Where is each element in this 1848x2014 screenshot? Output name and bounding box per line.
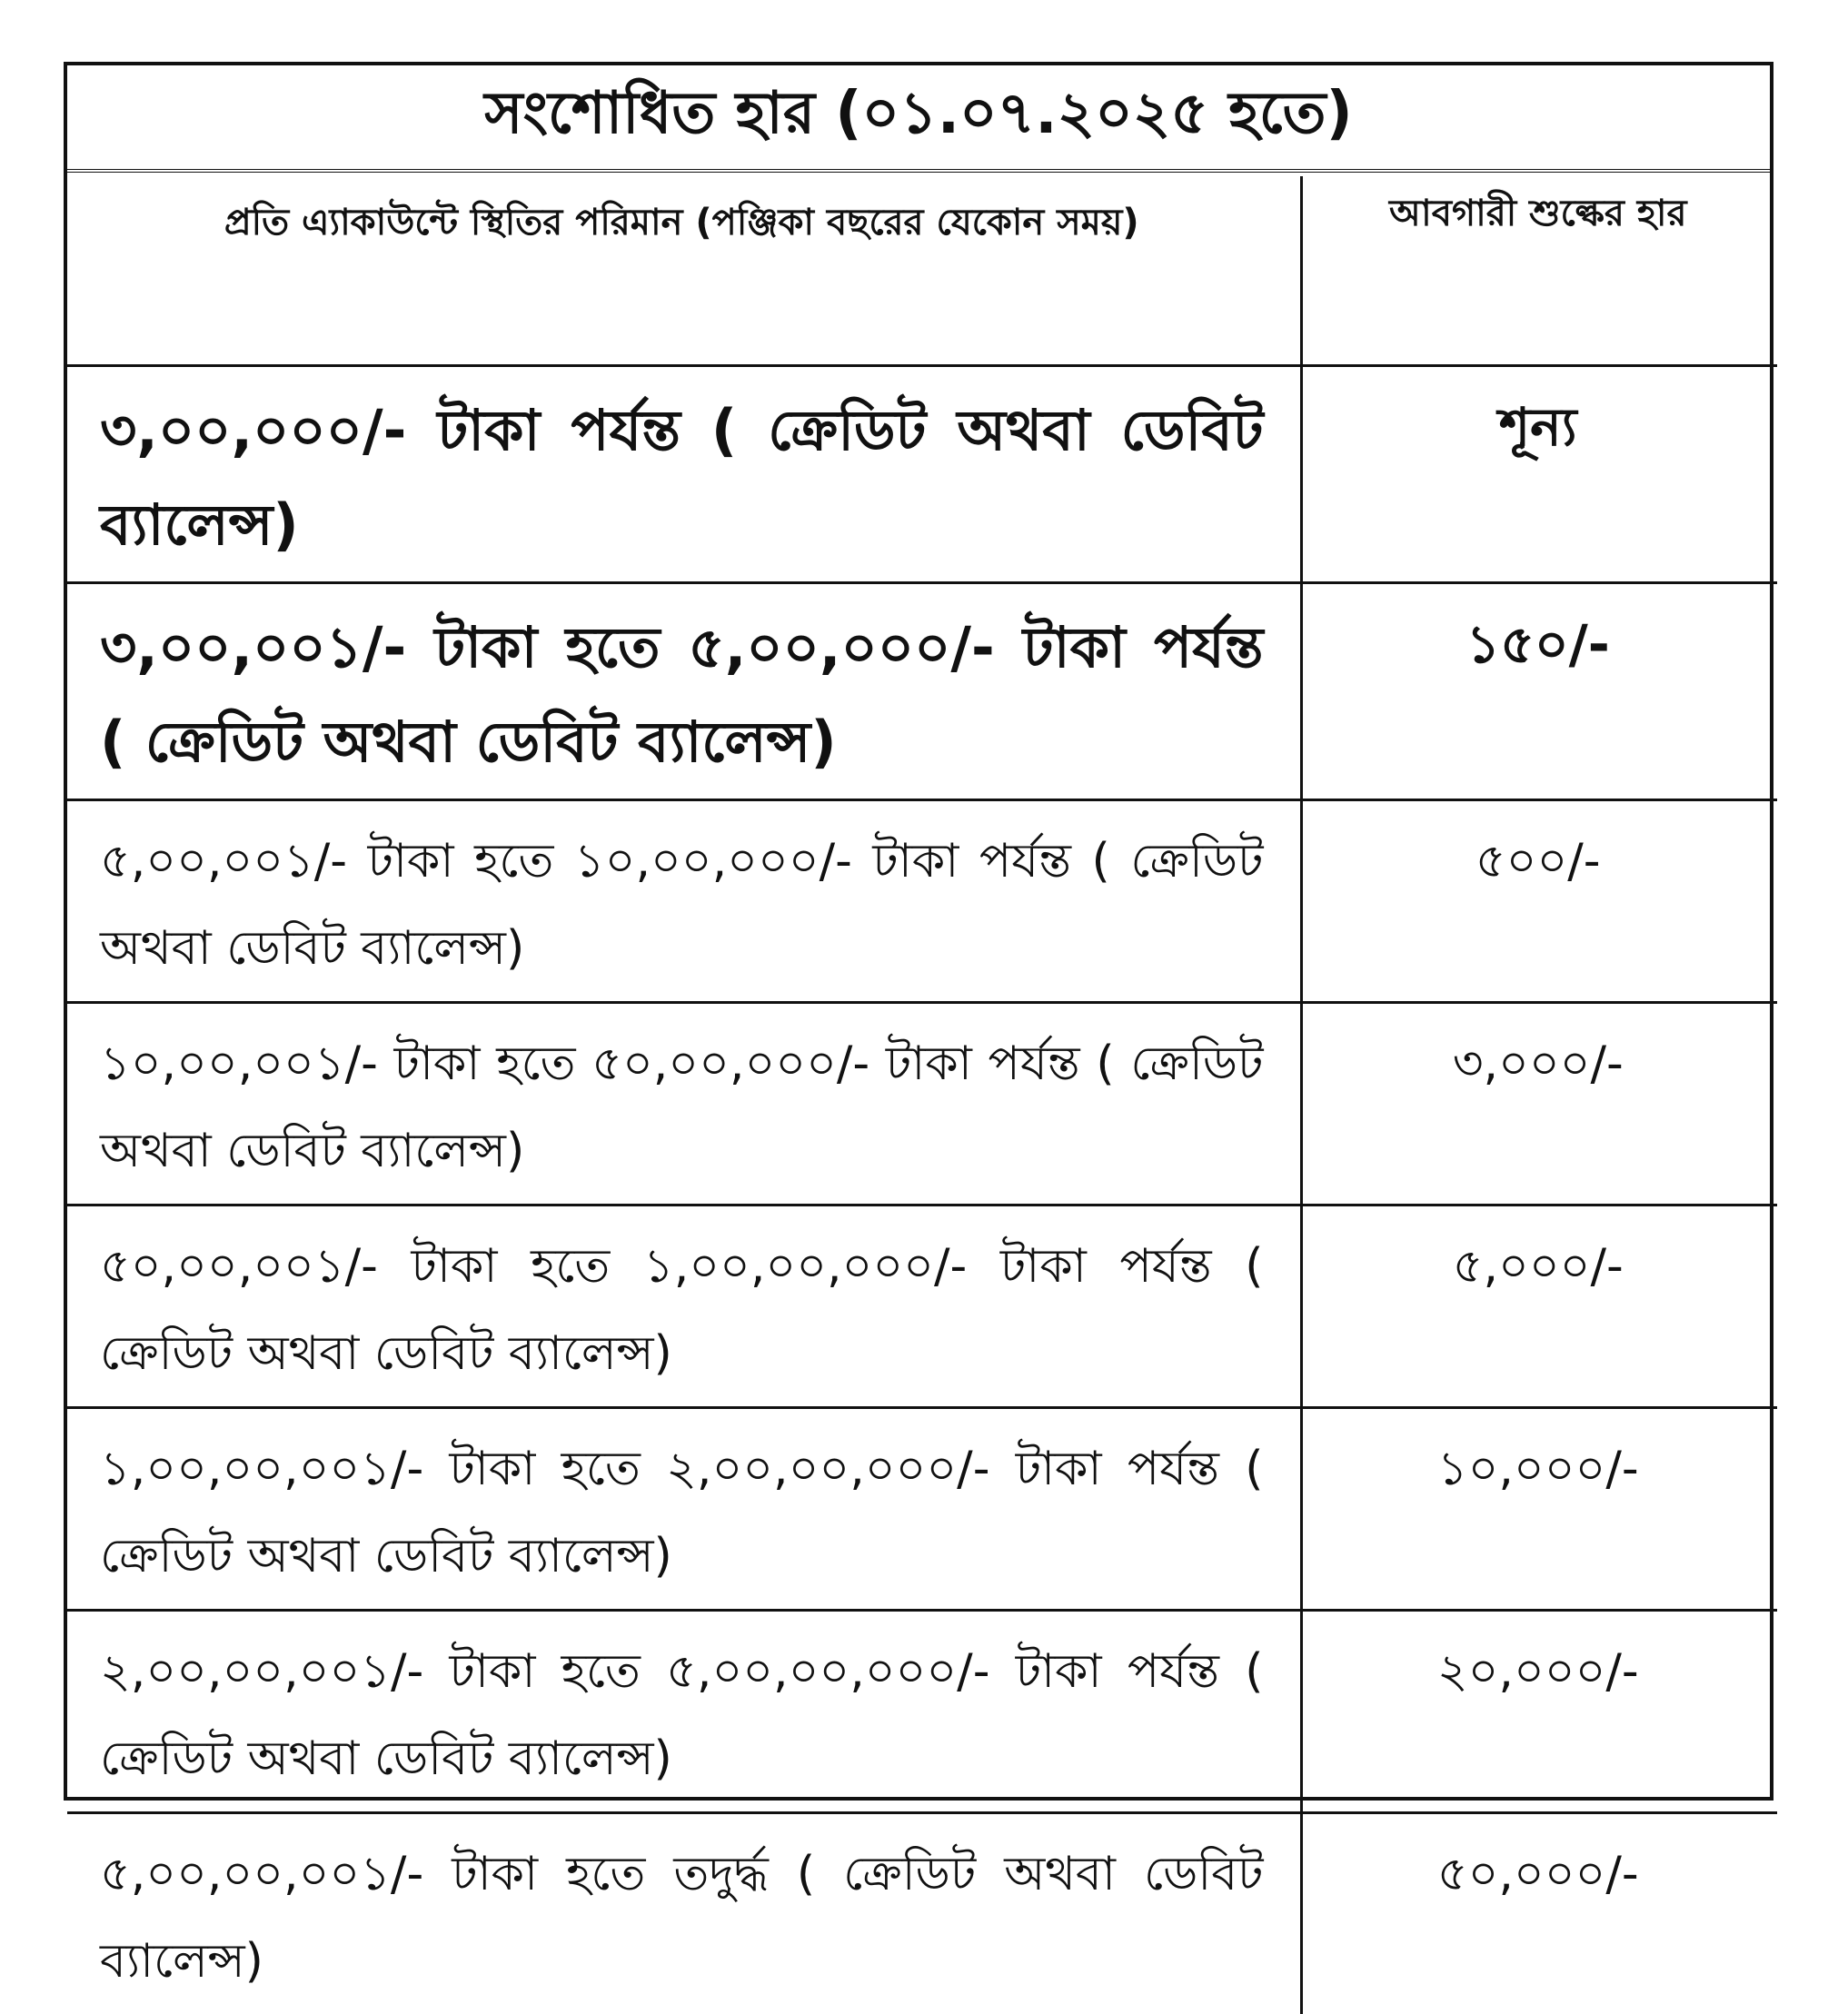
- table-row: [67, 1205, 1777, 1407]
- excise-rate-cell: ৫০০/-: [1301, 799, 1777, 1002]
- excise-rate-cell: ৫০,০০০/-: [1301, 1812, 1777, 2014]
- balance-range-cell: ৫,০০,০০১/- টাকা হতে ১০,০০,০০০/- টাকা পর্যন্ত ( ক্রেডিট অথবা ডেবিট ব্যালেন্স): [67, 799, 1301, 1002]
- header-excise-rate: আবগারী শুল্কের হার: [1301, 176, 1777, 365]
- table-row: [67, 1407, 1777, 1610]
- table-row: [67, 1002, 1777, 1205]
- excise-rate-cell: ৩,০০০/-: [1301, 1002, 1777, 1205]
- excise-rate-cell: ৫,০০০/-: [1301, 1205, 1777, 1407]
- table-row: [67, 1812, 1777, 2014]
- header-balance-range: প্রতি এ্যাকাউন্টে স্থিতির পরিমান (পঞ্জিকা বছরের যেকোন সময়): [67, 176, 1301, 365]
- balance-range-cell: ২,০০,০০,০০১/- টাকা হতে ৫,০০,০০,০০০/- টাকা পর্যন্ত ( ক্রেডিট অথবা ডেবিট ব্যালেন্স): [67, 1610, 1301, 1812]
- excise-rate-cell: ১০,০০০/-: [1301, 1407, 1777, 1610]
- excise-rate-cell: শূন্য: [1301, 365, 1777, 582]
- excise-rate-table: [67, 176, 1777, 2014]
- rate-document: [64, 62, 1773, 1989]
- balance-range-cell: ৫০,০০,০০১/- টাকা হতে ১,০০,০০,০০০/- টাকা পর্যন্ত ( ক্রেডিট অথবা ডেবিট ব্যালেন্স): [67, 1205, 1301, 1407]
- balance-range-cell: ১০,০০,০০১/- টাকা হতে ৫০,০০,০০০/- টাকা পর্যন্ত ( ক্রেডিট অথবা ডেবিট ব্যালেন্স): [67, 1002, 1301, 1205]
- table-row: [67, 582, 1777, 799]
- balance-range-cell: ৫,০০,০০,০০১/- টাকা হতে তদুর্দ্ধ ( ক্রেডিট অথবা ডেবিট ব্যালেন্স): [67, 1812, 1301, 2014]
- balance-range-cell: ৩,০০,০০০/- টাকা পর্যন্ত ( ক্রেডিট অথবা ডেবিট ব্যালেন্স): [67, 365, 1301, 582]
- balance-range-cell: ৩,০০,০০১/- টাকা হতে ৫,০০,০০০/- টাকা পর্যন্ত ( ক্রেডিট অথবা ডেবিট ব্যালেন্স): [67, 582, 1301, 799]
- excise-rate-cell: ১৫০/-: [1301, 582, 1777, 799]
- excise-rate-cell: ২০,০০০/-: [1301, 1610, 1777, 1812]
- table-row: [67, 799, 1777, 1002]
- table-header-row: [67, 176, 1777, 365]
- table-row: [67, 365, 1777, 582]
- document-title: সংশোধিত হার (০১.০৭.২০২৫ হতে): [67, 65, 1770, 173]
- table-row: [67, 1610, 1777, 1812]
- balance-range-cell: ১,০০,০০,০০১/- টাকা হতে ২,০০,০০,০০০/- টাকা পর্যন্ত ( ক্রেডিট অথবা ডেবিট ব্যালেন্স): [67, 1407, 1301, 1610]
